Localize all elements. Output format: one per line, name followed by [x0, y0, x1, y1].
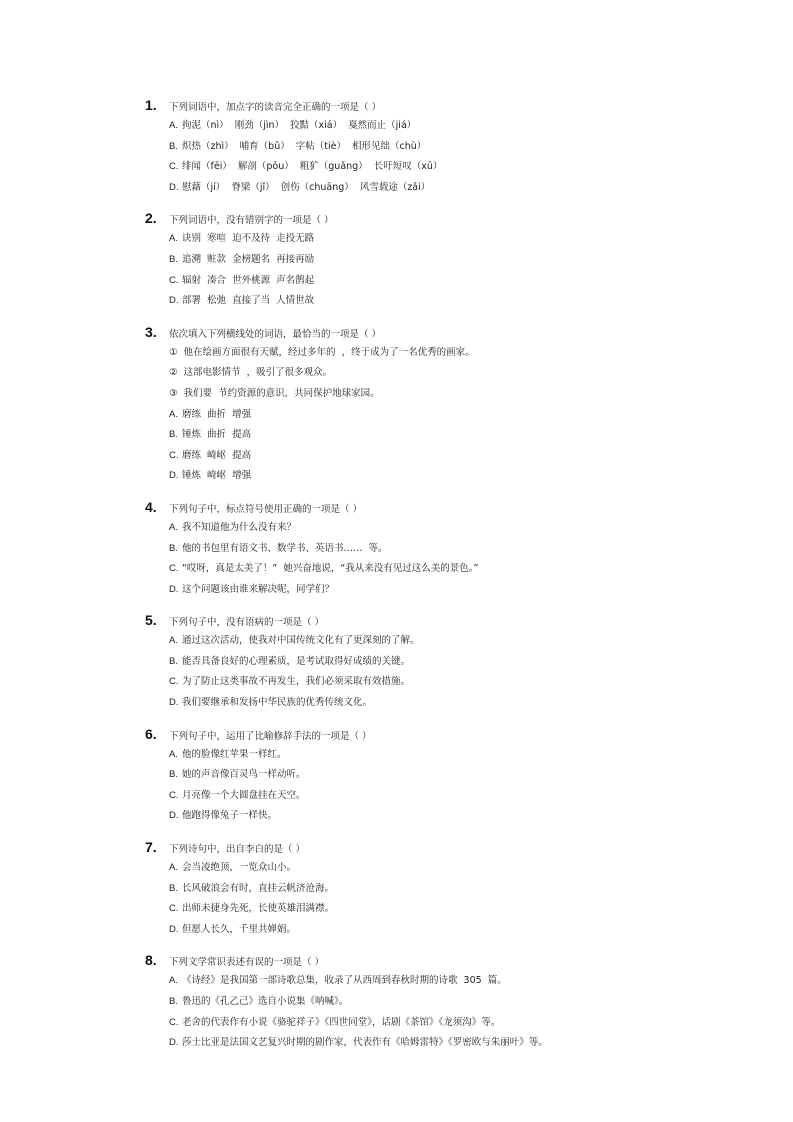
question-number: 4.	[145, 498, 157, 515]
option-text: 部署 松弛 直接了当 人情世故	[182, 295, 315, 307]
answer-option	[145, 560, 745, 581]
question-text: 依次填入下列横线处的词语，最恰当的一项是（ ）	[169, 328, 382, 340]
option-text: 我不知道他为什么没有来？	[182, 521, 297, 533]
question-3	[145, 324, 745, 488]
option-label: B.	[169, 253, 178, 265]
question-stem	[145, 726, 745, 746]
answer-option	[145, 859, 745, 880]
option-label: A.	[169, 862, 178, 874]
question-stem	[145, 952, 745, 972]
option-text: 拘泥（nì） 刚劲（jìn） 狡黠（xiá） 戛然而止（jiá）	[182, 120, 417, 131]
answer-option	[145, 921, 745, 942]
option-text: 能否具备良好的心理素质，是考试取得好成绩的关键。	[182, 655, 411, 667]
answer-option	[145, 766, 745, 787]
option-label: B.	[169, 542, 178, 554]
option-label: A.	[169, 635, 178, 647]
option-label: C.	[169, 789, 179, 801]
fill-blank-sentence	[145, 385, 745, 406]
option-text: 她的声音像百灵鸟一样动听。	[182, 769, 306, 781]
question-5	[145, 612, 745, 714]
question-stem	[145, 324, 745, 344]
question-text: 下列文学常识表述有误的一项是（ ）	[169, 957, 325, 969]
option-text: 我们要继承和发扬中华民族的优秀传统文化。	[182, 697, 373, 709]
option-label: A.	[169, 521, 178, 533]
answer-option	[145, 447, 745, 468]
question-7	[145, 839, 745, 941]
answer-option	[145, 426, 745, 447]
answer-option	[145, 972, 745, 993]
answer-option	[145, 1034, 745, 1055]
question-text: 下列句子中，标点符号使用正确的一项是（ ）	[169, 503, 363, 515]
answer-option	[145, 540, 745, 561]
answer-option	[145, 653, 745, 674]
question-number: 8.	[145, 952, 157, 969]
option-label: C.	[169, 161, 179, 173]
sentence-text: ③ 我们要 节约资源的意识，共同保护地球家园。	[169, 387, 380, 399]
question-1	[145, 97, 745, 199]
answer-option	[145, 1014, 745, 1035]
question-8	[145, 952, 745, 1054]
answer-option	[145, 807, 745, 828]
answer-option	[145, 787, 745, 808]
question-number: 1.	[145, 97, 157, 113]
option-label: D.	[169, 181, 179, 193]
option-text: 他跑得像兔子一样快。	[182, 810, 278, 822]
option-text: 炽热（zhì） 哺育（bǔ） 字帖（tiè） 相形见绌（chù）	[182, 140, 427, 152]
option-text: 绯闻（fēi） 解剖（pōu） 粗犷（guǎng） 长吁短叹（xū）	[182, 161, 443, 173]
option-text: 锤炼 崎岖 增强	[182, 470, 252, 482]
option-label: D.	[169, 295, 179, 307]
answer-option	[145, 900, 745, 921]
exam-document	[145, 97, 745, 1066]
answer-option	[145, 230, 745, 251]
option-label: B.	[169, 882, 178, 894]
question-number: 5.	[145, 612, 157, 629]
option-label: D.	[169, 470, 179, 482]
fill-blank-sentence	[145, 344, 745, 365]
option-text: 鲁迅的《孔乙己》选自小说集《呐喊》。	[182, 996, 349, 1007]
fill-blank-sentence	[145, 364, 745, 385]
option-text: 诀别 寒喧 迫不及待 走投无路	[182, 233, 315, 245]
option-label: C.	[169, 1016, 179, 1028]
option-text: 通过这次活动，使我对中国传统文化有了更深刻的了解。	[182, 635, 420, 647]
option-text: 会当凌绝顶，一览众山小。	[182, 862, 297, 874]
option-text: 老舍的代表作有小说《骆驼祥子》《四世同堂》，话剧《茶馆》《龙须沟》等。	[182, 1016, 501, 1028]
question-text: 下列词语中，加点字的读音完全正确的一项是（ ）	[169, 102, 382, 113]
answer-option	[145, 746, 745, 767]
option-text: 但愿人长久，千里共婵娟。	[182, 923, 297, 935]
answer-option	[145, 581, 745, 602]
option-text: 他的脸像红苹果一样红。	[182, 748, 287, 760]
option-text: 锤炼 曲折 提高	[182, 429, 252, 441]
option-text: “哎呀，真是太美了！” 她兴奋地说，“我从来没有见过这么美的景色。”	[182, 563, 479, 575]
question-number: 2.	[145, 210, 157, 227]
option-text: 磨练 曲折 增强	[182, 408, 252, 420]
question-2	[145, 210, 745, 312]
answer-option	[145, 519, 745, 540]
option-text: 磨练 崎岖 提高	[182, 449, 252, 461]
option-label: A.	[169, 233, 178, 245]
question-stem	[145, 839, 745, 859]
option-label: D.	[169, 697, 179, 709]
answer-option	[145, 880, 745, 901]
option-label: C.	[169, 903, 179, 915]
question-number: 6.	[145, 725, 157, 742]
answer-option	[145, 467, 745, 488]
sentence-text: ② 这部电影情节 ，吸引了很多观众。	[169, 367, 333, 379]
option-label: B.	[169, 140, 178, 152]
option-label: B.	[169, 996, 178, 1007]
option-label: C.	[169, 274, 179, 286]
answer-option	[145, 406, 745, 427]
answer-option	[145, 993, 745, 1014]
question-number: 7.	[145, 839, 157, 856]
option-text: 《诗经》是我国第一部诗歌总集，收录了从西周到春秋时期的诗歌 305 篇。	[182, 975, 507, 987]
question-text: 下列句子中，没有语病的一项是（ ）	[169, 617, 325, 629]
option-label: D.	[169, 1037, 179, 1049]
sentence-text: ① 他在绘画方面很有天赋，经过多年的 ，终于成为了一名优秀的画家。	[169, 346, 475, 358]
option-text: 慰藉（jí） 脊梁（jǐ） 创伤（chuāng） 风雪载途（zǎi）	[182, 181, 431, 193]
question-stem	[145, 612, 745, 632]
option-text: 出师未捷身先死，长使英雄泪满襟。	[182, 903, 335, 915]
question-stem	[145, 97, 745, 117]
option-label: D.	[169, 923, 179, 935]
option-text: 这个问题该由谁来解决呢，同学们？	[182, 583, 335, 595]
answer-option	[145, 272, 745, 293]
answer-option	[145, 117, 745, 138]
option-label: C.	[169, 676, 179, 688]
answer-option	[145, 292, 745, 313]
option-text: 长风破浪会有时，直挂云帆济沧海。	[182, 882, 335, 894]
option-label: B.	[169, 769, 178, 781]
option-text: 追溯 赃款 金榜题名 再接再励	[182, 253, 315, 265]
option-label: A.	[169, 748, 178, 760]
question-stem	[145, 210, 745, 230]
option-label: A.	[169, 120, 178, 131]
option-label: B.	[169, 655, 178, 667]
question-number: 3.	[145, 323, 157, 340]
option-label: A.	[169, 408, 178, 420]
answer-option	[145, 251, 745, 272]
option-label: D.	[169, 810, 179, 822]
option-label: A.	[169, 975, 178, 987]
question-text: 下列句子中，运用了比喻修辞手法的一项是（ ）	[169, 730, 372, 742]
option-text: 月亮像一个大圆盘挂在天空。	[182, 789, 306, 801]
option-text: 辐射 凑合 世外桃源 声名鹊起	[182, 274, 315, 286]
answer-option	[145, 138, 745, 159]
question-text: 下列词语中，没有错别字的一项是（ ）	[169, 215, 334, 227]
answer-option	[145, 673, 745, 694]
question-6	[145, 726, 745, 828]
answer-option	[145, 179, 745, 200]
question-stem	[145, 499, 745, 519]
option-text: 为了防止这类事故不再发生，我们必须采取有效措施。	[182, 676, 411, 688]
option-label: D.	[169, 583, 179, 595]
question-4	[145, 499, 745, 601]
answer-option	[145, 158, 745, 179]
option-text: 莎士比亚是法国文艺复兴时期的剧作家，代表作有《哈姆雷特》《罗密欧与朱丽叶》等。	[182, 1037, 548, 1049]
option-label: C.	[169, 563, 179, 575]
option-text: 他的书包里有语文书、数学书、英语书…… 等。	[182, 542, 388, 554]
answer-option	[145, 694, 745, 715]
option-label: B.	[169, 429, 178, 441]
answer-option	[145, 632, 745, 653]
option-label: C.	[169, 449, 179, 461]
question-text: 下列诗句中，出自李白的是（ ）	[169, 844, 306, 856]
